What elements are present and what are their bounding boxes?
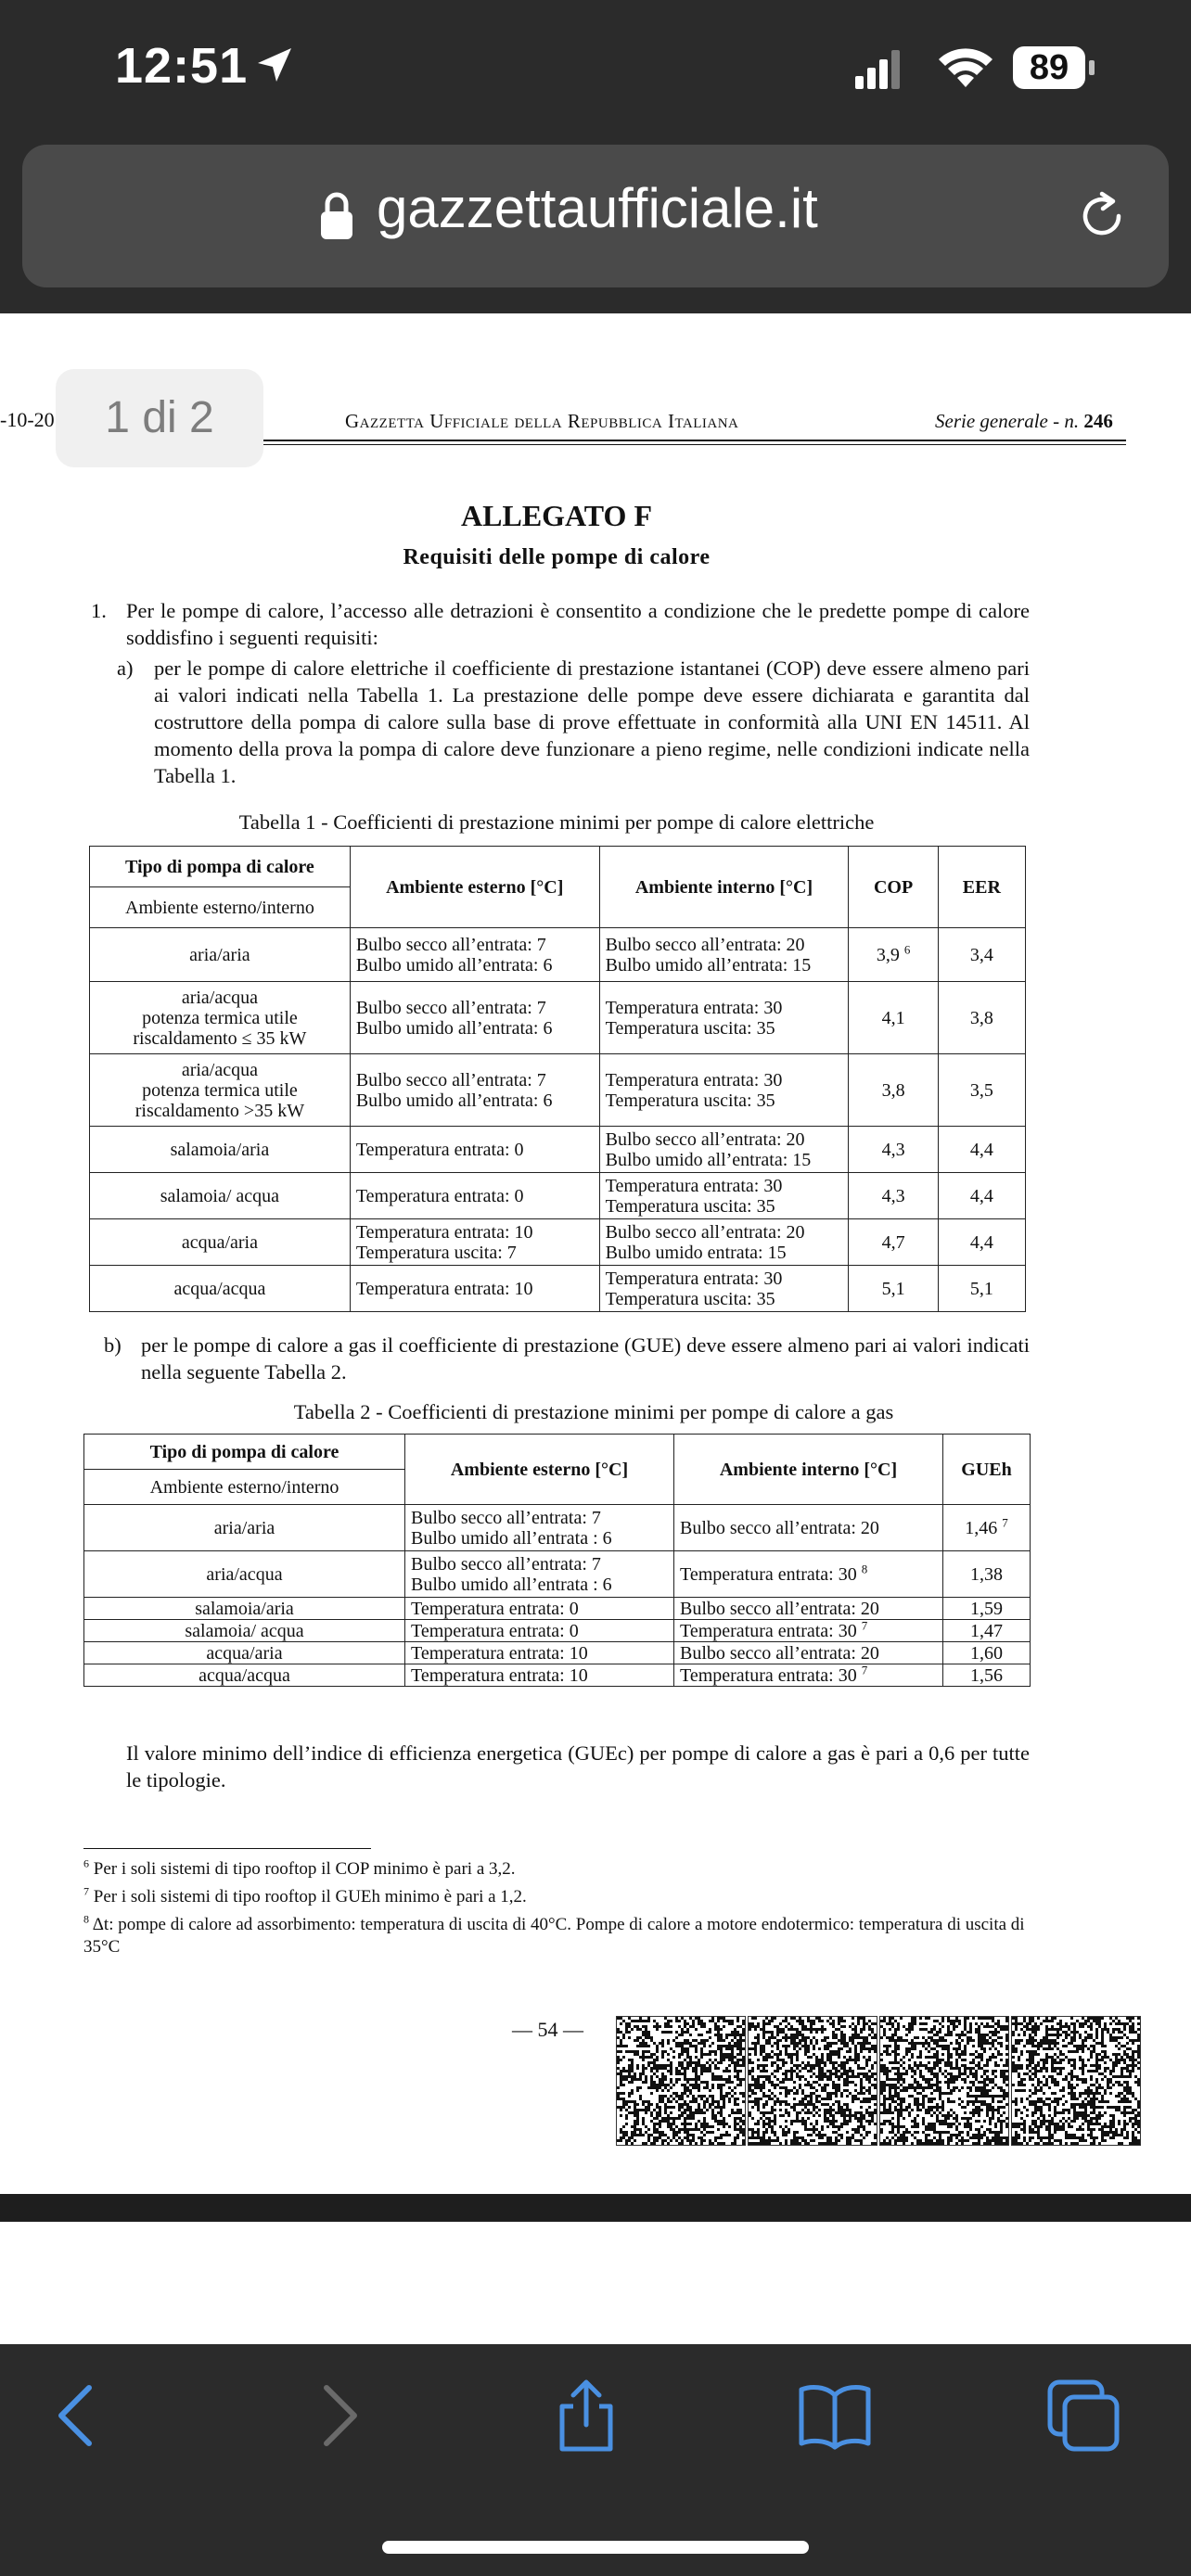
cell-cop: 3,8 [849,1054,938,1127]
cell-interno: Temperatura entrata: 30 $^7$ [674,1620,943,1642]
cell-esterno: Temperatura entrata: 0 [350,1173,599,1219]
cell-eer: 3,8 [938,982,1025,1054]
cell-eer: 5,1 [938,1266,1025,1312]
cell-esterno: Bulbo secco all’entrata: 7 Bulbo umido all’entrata : 6 [405,1505,674,1551]
cell-interno: Temperatura entrata: 30 $^8$ [674,1551,943,1598]
header-date-fragment: -10-20 [0,408,55,431]
cell-eer: 4,4 [938,1219,1025,1266]
t1-header-interno: Ambiente interno [°C] [599,847,849,928]
table-row [84,1642,1031,1664]
footnote-8: $^8$ Δt: pompe di calore ad assorbimento: temperatura di uscita di 40°C. Pompe di calore a motore endotermico: temperatura di uscita di 35°C [83,1912,1025,1957]
cell-tipo: acqua/aria [90,1219,351,1266]
table-row [90,1127,1026,1173]
chevron-right-icon[interactable] [301,2378,375,2453]
cell-esterno: Temperatura entrata: 10 [405,1664,674,1687]
datamatrix-code-1 [616,2016,746,2146]
footnote-6: $^6$ Per i soli sistemi di tipo rooftop il COP minimo è pari a 3,2. [83,1856,516,1879]
cell-esterno: Temperatura entrata: 10 Temperatura uscita: 7 [350,1219,599,1266]
table-row [90,1173,1026,1219]
page-bottom-bar [0,2194,1191,2222]
cell-interno: Temperatura entrata: 30 Temperatura uscita: 35 [599,1173,849,1219]
document-subtitle: Requisiti delle pompe di calore [403,545,711,569]
cell-eer: 4,4 [938,1127,1025,1173]
header-rule-thin [263,444,1126,445]
cell-gueh: 1,47 [943,1620,1031,1642]
table-row [84,1620,1031,1642]
cell-esterno: Temperatura entrata: 0 [405,1598,674,1620]
cell-esterno: Temperatura entrata: 0 [405,1620,674,1642]
cell-interno: Bulbo secco all’entrata: 20 Bulbo umido all’entrata: 15 [599,1127,849,1173]
cell-interno: Bulbo secco all’entrata: 20 Bulbo umido entrata: 15 [599,1219,849,1266]
home-indicator [382,2541,809,2554]
cell-tipo: salamoia/aria [84,1598,405,1620]
cell-interno: Temperatura entrata: 30 $^7$ [674,1664,943,1687]
chevron-left-icon[interactable] [41,2378,115,2453]
cell-gueh: 1,38 [943,1551,1031,1598]
t1-header-cop: COP [849,847,938,928]
cell-eer: 4,4 [938,1173,1025,1219]
tabs-icon[interactable] [1046,2378,1121,2453]
cell-tipo: aria/aria [84,1505,405,1551]
table-row [84,1505,1031,1551]
cell-tipo: aria/acqua potenza termica utile riscaldamento ≤ 35 kW [90,982,351,1054]
t1-header-esterno: Ambiente esterno [°C] [350,847,599,928]
battery-icon [1013,46,1096,91]
page-number: — 54 — [512,2018,583,2041]
footnote-rule [83,1848,371,1849]
cell-tipo: acqua/acqua [90,1266,351,1312]
para-a-label: a) [117,657,134,680]
document-title: ALLEGATO F [461,499,652,532]
cellular-signal-icon [855,50,900,89]
t2-header-gueh: GUEh [943,1435,1031,1505]
t2-header-ambiente: Ambiente esterno/interno [84,1470,405,1505]
table-row [84,1551,1031,1598]
cell-esterno: Temperatura entrata: 0 [350,1127,599,1173]
cell-cop: 4,3 [849,1173,938,1219]
cell-cop: 3,9 $^6$ [849,928,938,982]
battery-level: 89 [1013,46,1085,89]
cell-tipo: acqua/acqua [84,1664,405,1687]
cell-eer: 3,4 [938,928,1025,982]
status-time: 12:51 [115,38,249,94]
footnote-7: $^7$ Per i soli sistemi di tipo rooftop il GUEh minimo è pari a 1,2. [83,1884,527,1906]
para-1: Per le pompe di calore, l’accesso alle detrazioni è consentito a condizione che le predette pompe di calore soddisfino i seguenti requisiti: [126,599,1030,649]
table-row [90,928,1026,982]
para-b: per le pompe di calore a gas il coefficiente di prestazione (GUE) deve essere almeno pari ai valori indicati nella seguente Tabella 2. [141,1333,1030,1384]
cell-esterno: Bulbo secco all’entrata: 7 Bulbo umido all’entrata: 6 [350,982,599,1054]
t2-header-tipo: Tipo di pompa di calore [84,1435,405,1470]
cell-tipo: salamoia/ acqua [90,1173,351,1219]
cell-cop: 5,1 [849,1266,938,1312]
cell-esterno: Bulbo secco all’entrata: 7 Bulbo umido all’entrata: 6 [350,928,599,982]
table2-caption: Tabella 2 - Coefficienti di prestazione minimi per pompe di calore a gas [293,1400,894,1423]
table-row [84,1598,1031,1620]
table-row [84,1664,1031,1687]
serie-number: 246 [1083,410,1113,432]
lock-icon [319,191,354,241]
cell-tipo: salamoia/ acqua [84,1620,405,1642]
cell-cop: 4,1 [849,982,938,1054]
cell-tipo: aria/acqua potenza termica utile riscaldamento >35 kW [90,1054,351,1127]
cell-interno: Bulbo secco all’entrata: 20 [674,1642,943,1664]
cell-esterno: Bulbo secco all’entrata: 7 Bulbo umido all’entrata : 6 [405,1551,674,1598]
serie-label: Serie generale - n. [935,410,1080,432]
table-2 [83,1434,1031,1687]
table-1 [89,846,1026,1312]
para-b-label: b) [104,1333,122,1357]
share-icon[interactable] [549,2378,623,2453]
location-arrow-icon [250,43,297,89]
cell-tipo: aria/acqua [84,1551,405,1598]
cell-gueh: 1,59 [943,1598,1031,1620]
page-indicator: 1 di 2 [56,369,263,467]
t2-header-esterno: Ambiente esterno [°C] [405,1435,674,1505]
t1-header-tipo: Tipo di pompa di calore [90,847,351,887]
cell-cop: 4,7 [849,1219,938,1266]
cell-interno: Bulbo secco all’entrata: 20 Bulbo umido all’entrata: 15 [599,928,849,982]
cell-gueh: 1,60 [943,1642,1031,1664]
t1-header-eer: EER [938,847,1025,928]
table1-caption: Tabella 1 - Coefficienti di prestazione minimi per pompe di calore elettriche [238,810,875,834]
gue-note: Il valore minimo dell’indice di efficienza energetica (GUEc) per pompe di calore a gas è pari a 0,6 per tutte le tipologie. [126,1741,1030,1792]
cell-interno: Temperatura entrata: 30 Temperatura uscita: 35 [599,982,849,1054]
cell-cop: 4,3 [849,1127,938,1173]
cell-eer: 3,5 [938,1054,1025,1127]
url-text[interactable]: gazzettaufficiale.it [377,177,818,239]
cell-interno: Temperatura entrata: 30 Temperatura uscita: 35 [599,1054,849,1127]
table-row [90,1219,1026,1266]
table-row [90,1266,1026,1312]
cell-tipo: salamoia/aria [90,1127,351,1173]
para-1-number: 1. [91,599,107,622]
t2-header-interno: Ambiente interno [°C] [674,1435,943,1505]
cell-interno: Temperatura entrata: 30 Temperatura uscita: 35 [599,1266,849,1312]
t1-header-ambiente: Ambiente esterno/interno [90,887,351,928]
datamatrix-code-2 [748,2016,877,2146]
datamatrix-code-3 [879,2016,1009,2146]
header-rule [263,440,1126,441]
table-row [90,1054,1026,1127]
table-row [90,982,1026,1054]
cell-esterno: Bulbo secco all’entrata: 7 Bulbo umido all’entrata: 6 [350,1054,599,1127]
cell-tipo: acqua/aria [84,1642,405,1664]
cell-gueh: 1,56 [943,1664,1031,1687]
cell-gueh: 1,46 $^7$ [943,1505,1031,1551]
reload-icon[interactable] [1074,188,1130,244]
para-a: per le pompe di calore elettriche il coefficiente di prestazione istantanei (COP) deve essere almeno pari ai valori indicati nella Tabella 1. La prestazione delle pompe deve essere dichiarata e garantita dal costruttore della pompa di calore sulla base di prove effettuate in conformità alla UNI EN 14511. Al momento della prova la pompa di calore deve funzionare a pieno regime, nelle condizioni indicate nella Tabella 1. [154,657,1030,787]
wifi-icon [937,45,994,89]
cell-tipo: aria/aria [90,928,351,982]
datamatrix-code-4 [1011,2016,1141,2146]
cell-esterno: Temperatura entrata: 10 [405,1642,674,1664]
cell-interno: Bulbo secco all’entrata: 20 [674,1505,943,1551]
book-icon[interactable] [798,2378,872,2453]
cell-interno: Bulbo secco all’entrata: 20 [674,1598,943,1620]
header-serie [935,410,1113,433]
page-gap [0,2222,1191,2344]
gazzetta-header-title: Gazzetta Ufficiale della Repubblica Italiana [345,410,739,432]
cell-esterno: Temperatura entrata: 10 [350,1266,599,1312]
